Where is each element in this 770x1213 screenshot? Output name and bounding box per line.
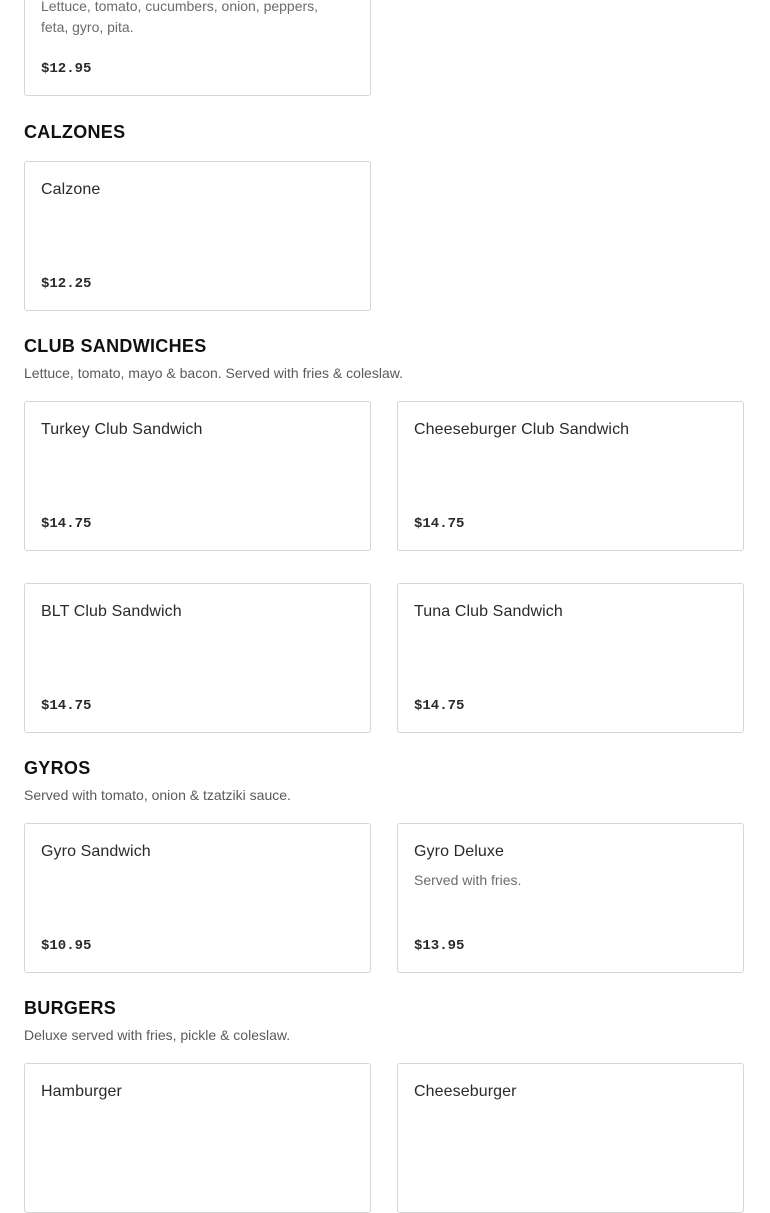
menu-item-price: $12.25 — [41, 276, 92, 292]
menu-item-description: Lettuce, tomato, cucumbers, onion, peppers, feta, gyro, pita. — [41, 0, 319, 35]
menu-item-price: $14.75 — [41, 516, 92, 532]
menu-item-card[interactable] — [24, 823, 371, 973]
menu-item-price: $14.75 — [414, 698, 465, 714]
menu-item-name: Gyro Deluxe — [414, 843, 505, 860]
menu-item-name: Cheeseburger — [414, 1083, 517, 1100]
menu-item-card[interactable] — [24, 583, 371, 733]
menu-item-card[interactable] — [24, 1063, 371, 1213]
menu-item-card[interactable] — [397, 823, 744, 973]
menu-item-description: Served with fries. — [414, 872, 522, 888]
menu-item-price: $14.75 — [414, 516, 465, 532]
section-description: Deluxe served with fries, pickle & coleslaw. — [24, 1027, 291, 1043]
menu-item-name: Tuna Club Sandwich — [414, 603, 563, 620]
menu-item-price: $12.95 — [41, 61, 92, 77]
section-title-gyros: GYROS — [24, 758, 91, 778]
section-description: Served with tomato, onion & tzatziki sauce. — [24, 787, 291, 803]
section-title-burgers: BURGERS — [24, 998, 117, 1018]
section-title-calzones: CALZONES — [24, 122, 126, 142]
menu-item-card[interactable] — [397, 401, 744, 551]
section-title-club-sandwiches: CLUB SANDWICHES — [24, 336, 207, 356]
menu-item-card[interactable] — [397, 1063, 744, 1213]
menu-item-name: Hamburger — [41, 1083, 122, 1100]
menu-item-name: BLT Club Sandwich — [41, 603, 182, 620]
menu-item-card[interactable] — [397, 583, 744, 733]
menu-item-price: $10.95 — [41, 938, 92, 954]
menu-item-name: Calzone — [41, 181, 101, 198]
menu-item-card[interactable] — [24, 0, 371, 96]
menu-item-name: Gyro Sandwich — [41, 843, 151, 860]
menu-item-name: Turkey Club Sandwich — [41, 421, 203, 438]
menu-item-price: $13.95 — [414, 938, 465, 954]
menu-item-name: Cheeseburger Club Sandwich — [414, 421, 630, 438]
menu-item-price: $14.75 — [41, 698, 92, 714]
section-description: Lettuce, tomato, mayo & bacon. Served with fries & coleslaw. — [24, 365, 403, 381]
menu-item-card[interactable] — [24, 401, 371, 551]
menu-item-card[interactable] — [24, 161, 371, 311]
